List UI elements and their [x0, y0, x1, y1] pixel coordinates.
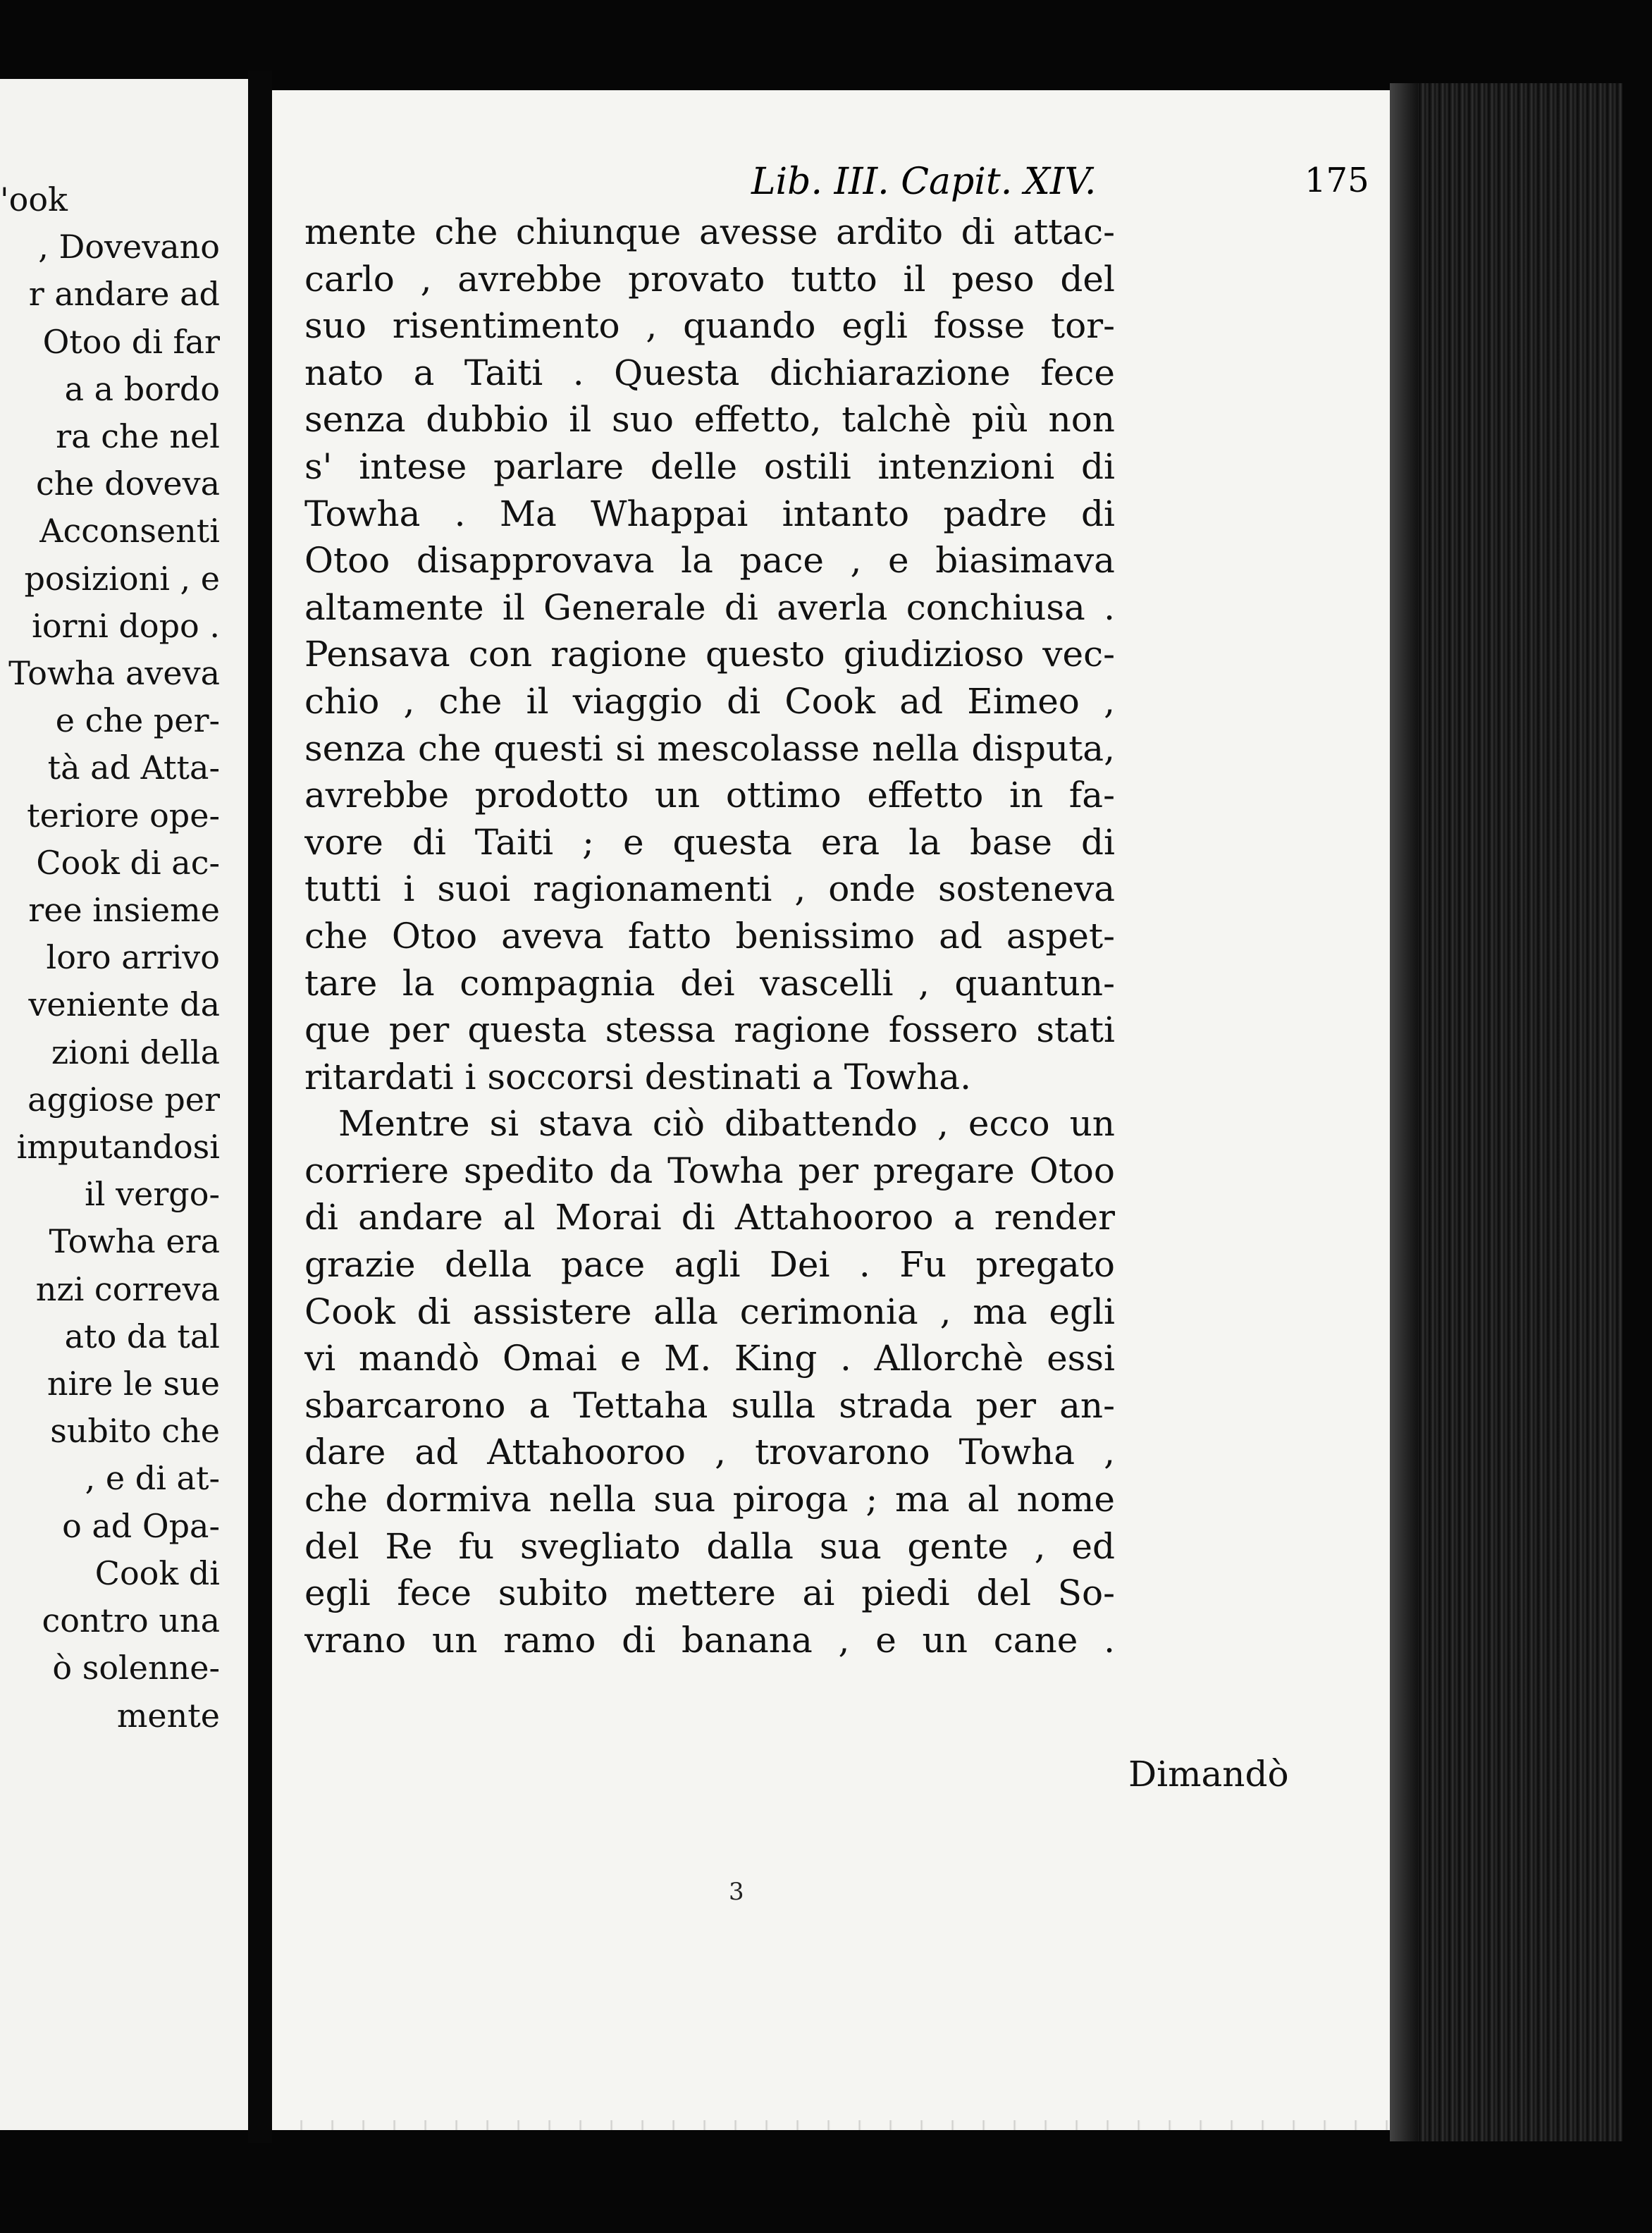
text-line: Towha . Ma Whappai intanto padre di — [304, 493, 1115, 534]
running-head — [469, 161, 1386, 210]
text-line: il vergo- — [85, 1175, 220, 1214]
text-line: vore di Taiti ; e questa era la base di — [304, 821, 1115, 863]
text-line: ò solenne- — [52, 1649, 220, 1687]
text-line: ritardati i soccorsi destinati a Towha. — [304, 1056, 971, 1097]
text-line: che Otoo aveva fatto benissimo ad aspet- — [304, 915, 1115, 956]
text-line: a a bordo — [64, 369, 220, 408]
page-number: 175 — [1305, 161, 1369, 200]
text-line: subito che — [50, 1412, 220, 1451]
text-line: o ad Opa- — [62, 1506, 220, 1545]
text-line: che doveva — [36, 465, 220, 503]
page-edge-shadow — [1390, 83, 1418, 2141]
text-line: ato da tal — [64, 1317, 220, 1355]
text-line: grazie della pace agli Dei . Fu pregato — [304, 1244, 1115, 1286]
text-line: 'ook — [0, 180, 68, 219]
text-line: , e di at- — [85, 1459, 220, 1498]
text-line: imputandosi — [16, 1128, 220, 1167]
text-line: senza che questi si mescolasse nella disputa, — [304, 727, 1115, 769]
text-line: Cook di ac- — [36, 843, 220, 882]
text-line: suo risentimento , quando egli fosse tor- — [304, 305, 1115, 347]
text-line: Towha aveva — [8, 654, 220, 693]
catchword: Dimandò — [1128, 1754, 1289, 1795]
text-line: tare la compagnia dei vascelli , quantun- — [304, 962, 1115, 1004]
book-gutter — [248, 70, 272, 2143]
text-line: chio , che il viaggio di Cook ad Eimeo , — [304, 680, 1115, 722]
text-line: dare ad Attahooroo , trovarono Towha , — [304, 1432, 1115, 1473]
text-line: senza dubbio il suo effetto, talchè più non — [304, 399, 1115, 441]
text-line: Cook di — [94, 1554, 220, 1592]
text-line: avrebbe prodotto un ottimo effetto in fa- — [304, 775, 1115, 816]
text-line: contro una — [42, 1601, 220, 1640]
text-line: s' intese parlare delle ostili intenzioni di — [304, 445, 1115, 487]
text-line: nato a Taiti . Questa dichiarazione fece — [304, 352, 1115, 393]
text-line: Pensava con ragione questo giudizioso vec- — [304, 634, 1115, 675]
text-line: r andare ad — [28, 275, 220, 314]
text-line: ra che nel — [56, 417, 220, 456]
text-line: Towha era — [49, 1222, 220, 1261]
running-head-title: Lib. III. Capit. XIV. — [751, 161, 1097, 203]
text-line: posizioni , e — [24, 559, 220, 598]
text-line: tà ad Atta- — [47, 749, 220, 787]
text-line: teriore ope- — [27, 796, 220, 835]
text-line: mente che chiunque avesse ardito di attac- — [304, 211, 1115, 252]
left-page-text — [0, 176, 220, 1740]
text-line: vrano un ramo di banana , e un cane . — [304, 1619, 1115, 1661]
signature-mark: 3 — [729, 1878, 744, 1906]
text-line: Cook di assistere alla cerimonia , ma egli — [304, 1291, 1115, 1332]
text-line: Otoo di far — [42, 322, 220, 361]
text-line: zioni della — [51, 1033, 220, 1071]
text-line: egli fece subito mettere ai piedi del So- — [304, 1573, 1115, 1614]
text-line: del Re fu svegliato dalla sua gente , ed — [304, 1525, 1115, 1567]
text-line: ree insieme — [28, 891, 220, 930]
text-line: altamente il Generale di averla conchiusa . — [304, 586, 1115, 628]
text-line: Mentre si stava ciò dibattendo , ecco un — [338, 1103, 1115, 1145]
text-line: nzi correva — [35, 1269, 220, 1308]
text-line: carlo , avrebbe provato tutto il peso del — [304, 258, 1115, 300]
text-line: corriere spedito da Towha per pregare Otoo — [304, 1150, 1115, 1191]
right-page-text — [304, 209, 1115, 1663]
text-line: e che per- — [55, 701, 220, 740]
left-page — [0, 79, 248, 2130]
text-line: iorni dopo . — [32, 606, 220, 645]
right-page — [272, 90, 1390, 2130]
text-line: nire le sue — [47, 1365, 220, 1403]
text-line: aggiose per — [27, 1080, 220, 1119]
page-bottom-texture — [272, 2120, 1390, 2130]
text-line: mente — [116, 1696, 220, 1735]
text-line: Acconsenti — [39, 512, 220, 550]
text-line: che dormiva nella sua piroga ; ma al nome — [304, 1479, 1115, 1520]
text-line: sbarcarono a Tettaha sulla strada per an- — [304, 1384, 1115, 1426]
text-line: veniente da — [28, 985, 220, 1024]
text-line: tutti i suoi ragionamenti , onde sosteneva — [304, 868, 1115, 910]
text-line: , Dovevano — [38, 228, 220, 266]
text-line: Otoo disapprovava la pace , e biasimava — [304, 540, 1115, 582]
page-edges — [1390, 83, 1622, 2141]
text-line: vi mandò Omai e M. King . Allorchè essi — [304, 1338, 1115, 1379]
text-line: loro arrivo — [46, 938, 220, 977]
text-line: que per questa stessa ragione fossero stati — [304, 1009, 1115, 1051]
text-line: di andare al Morai di Attahooroo a render — [304, 1197, 1115, 1238]
